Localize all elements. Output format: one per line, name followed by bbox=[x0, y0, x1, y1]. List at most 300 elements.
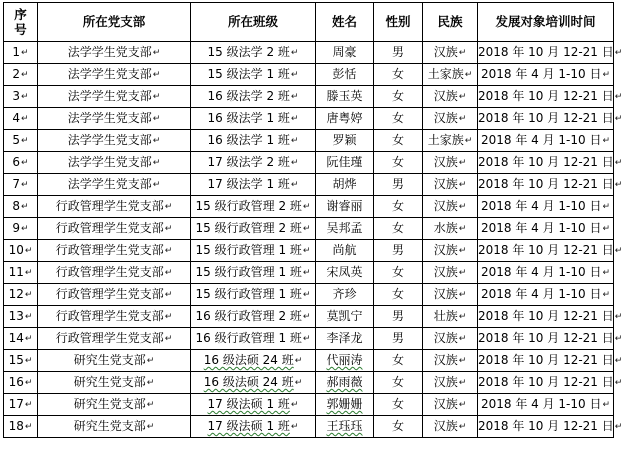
cell-end-mark: ↵ bbox=[146, 355, 155, 366]
cell-seq bbox=[4, 108, 38, 130]
table-row bbox=[4, 130, 614, 152]
cell-end-mark: ↵ bbox=[294, 377, 303, 388]
cell-end-mark: ↵ bbox=[302, 311, 311, 322]
cell-gender bbox=[374, 240, 423, 262]
cell-end-mark: ↵ bbox=[164, 267, 173, 278]
cell-end-mark: ↵ bbox=[21, 69, 29, 80]
cell-name-text: 罗颖 bbox=[332, 132, 357, 147]
cell-name-text: 周豪 bbox=[332, 44, 357, 59]
header-seq bbox=[4, 3, 38, 42]
cell-seq bbox=[4, 328, 38, 350]
cell-end-mark: ↵ bbox=[458, 157, 467, 168]
cell-end-mark: ↵ bbox=[24, 377, 33, 388]
cell-gender bbox=[374, 394, 423, 416]
cell-class bbox=[191, 42, 316, 64]
cell-gender bbox=[374, 262, 423, 284]
cell-name-text: 尚航 bbox=[332, 242, 357, 257]
table-row bbox=[4, 262, 614, 284]
cell-class bbox=[191, 240, 316, 262]
cell-end-mark: ↵ bbox=[614, 245, 622, 256]
cell-end-mark: ↵ bbox=[602, 289, 611, 300]
cell-gender-text: 女 bbox=[391, 264, 404, 279]
cell-gender bbox=[374, 328, 423, 350]
cell-ethnicity-text: 汉族 bbox=[433, 264, 458, 279]
cell-gender-text: 男 bbox=[391, 242, 404, 257]
cell-end-mark: ↵ bbox=[164, 245, 173, 256]
cell-class bbox=[191, 196, 316, 218]
cell-ethnicity-text: 汉族 bbox=[433, 110, 458, 125]
cell-ethnicity-text: 汉族 bbox=[433, 286, 458, 301]
cell-training-time-text: 2018 年 10 月 12-21 日 bbox=[478, 242, 614, 257]
cell-branch-text: 法学学生党支部 bbox=[67, 88, 152, 103]
cell-gender-text: 女 bbox=[391, 110, 404, 125]
cell-training-time bbox=[478, 108, 622, 130]
cell-class-text: 16 级行政管理 1 班 bbox=[195, 330, 302, 345]
cell-ethnicity-text: 水族 bbox=[433, 220, 458, 235]
cell-training-time-text: 2018 年 10 月 12-21 日 bbox=[478, 44, 614, 59]
cell-branch-text: 法学学生党支部 bbox=[67, 44, 152, 59]
cell-branch-text: 行政管理学生党支部 bbox=[55, 330, 164, 345]
cell-gender bbox=[374, 350, 423, 372]
cell-name-text: 郝雨薇 bbox=[326, 374, 363, 389]
cell-end-mark: ↵ bbox=[290, 135, 299, 146]
cell-end-mark: ↵ bbox=[602, 399, 611, 410]
cell-gender-text: 男 bbox=[391, 308, 404, 323]
cell-training-time bbox=[478, 64, 614, 86]
cell-ethnicity-text: 汉族 bbox=[433, 154, 458, 169]
cell-end-mark: ↵ bbox=[24, 333, 33, 344]
cell-class-text: 16 级法学 2 班 bbox=[207, 88, 290, 103]
cell-training-time-text: 2018 年 4 月 1-10 日 bbox=[480, 198, 602, 213]
cell-seq bbox=[4, 196, 38, 218]
cell-name-text: 彭恬 bbox=[332, 66, 357, 81]
cell-seq bbox=[4, 42, 38, 64]
table-row bbox=[4, 42, 614, 64]
cell-gender bbox=[374, 42, 423, 64]
cell-seq-text: 11 bbox=[8, 264, 24, 279]
cell-training-time bbox=[478, 86, 622, 108]
cell-branch-text: 行政管理学生党支部 bbox=[55, 242, 164, 257]
cell-gender bbox=[374, 108, 423, 130]
cell-name-text: 莫凯宁 bbox=[326, 308, 363, 323]
cell-training-time bbox=[478, 174, 622, 196]
cell-end-mark: ↵ bbox=[458, 355, 467, 366]
cell-gender bbox=[374, 152, 423, 174]
cell-gender-text: 女 bbox=[391, 132, 404, 147]
cell-class-text: 16 级法硕 24 班 bbox=[203, 352, 294, 367]
cell-end-mark: ↵ bbox=[21, 157, 29, 168]
cell-end-mark: ↵ bbox=[152, 91, 161, 102]
cell-end-mark: ↵ bbox=[290, 399, 299, 410]
cell-seq-text: 5 bbox=[12, 132, 21, 147]
cell-class-text: 15 级行政管理 2 班 bbox=[195, 198, 302, 213]
cell-seq bbox=[4, 240, 38, 262]
cell-ethnicity bbox=[423, 394, 478, 416]
cell-end-mark: ↵ bbox=[24, 289, 33, 300]
cell-end-mark: ↵ bbox=[164, 289, 173, 300]
cell-end-mark: ↵ bbox=[24, 355, 33, 366]
cell-end-mark: ↵ bbox=[152, 69, 161, 80]
cell-branch bbox=[38, 174, 191, 196]
cell-training-time-text: 2018 年 10 月 12-21 日 bbox=[478, 374, 614, 389]
cell-ethnicity bbox=[423, 284, 478, 306]
cell-training-time bbox=[478, 306, 622, 328]
cell-ethnicity bbox=[423, 416, 478, 438]
header-ethnicity: 民族 bbox=[423, 3, 478, 42]
cell-training-time bbox=[478, 240, 622, 262]
cell-end-mark: ↵ bbox=[602, 69, 611, 80]
cell-end-mark: ↵ bbox=[614, 355, 622, 366]
header-seq-line2: 号 bbox=[14, 22, 27, 37]
cell-end-mark: ↵ bbox=[302, 267, 311, 278]
cell-name bbox=[316, 372, 374, 394]
cell-end-mark: ↵ bbox=[290, 421, 299, 432]
cell-seq-text: 7 bbox=[12, 176, 21, 191]
cell-branch-text: 行政管理学生党支部 bbox=[55, 264, 164, 279]
table-row bbox=[4, 328, 614, 350]
cell-seq bbox=[4, 152, 38, 174]
cell-end-mark: ↵ bbox=[290, 179, 299, 190]
cell-end-mark: ↵ bbox=[164, 201, 173, 212]
cell-end-mark: ↵ bbox=[602, 135, 611, 146]
cell-class-text: 15 级行政管理 1 班 bbox=[195, 264, 302, 279]
cell-seq bbox=[4, 372, 38, 394]
table-row bbox=[4, 86, 614, 108]
cell-training-time-text: 2018 年 4 月 1-10 日 bbox=[480, 132, 602, 147]
cell-end-mark: ↵ bbox=[24, 421, 33, 432]
cell-end-mark: ↵ bbox=[302, 223, 311, 234]
cell-end-mark: ↵ bbox=[458, 311, 467, 322]
cell-name-text: 谢睿丽 bbox=[326, 198, 363, 213]
table-row bbox=[4, 394, 614, 416]
cell-seq-text: 15 bbox=[8, 352, 24, 367]
cell-seq bbox=[4, 174, 38, 196]
cell-end-mark: ↵ bbox=[614, 91, 622, 102]
cell-class bbox=[191, 130, 316, 152]
cell-name-text: 阮佳瑾 bbox=[326, 154, 363, 169]
cell-end-mark: ↵ bbox=[164, 333, 173, 344]
cell-branch-text: 行政管理学生党支部 bbox=[55, 198, 164, 213]
cell-ethnicity bbox=[423, 328, 478, 350]
cell-end-mark: ↵ bbox=[458, 289, 467, 300]
cell-branch bbox=[38, 86, 191, 108]
cell-name bbox=[316, 86, 374, 108]
header-training-time: 发展对象培训时间 bbox=[478, 3, 614, 42]
cell-end-mark: ↵ bbox=[302, 201, 311, 212]
cell-end-mark: ↵ bbox=[464, 69, 473, 80]
cell-end-mark: ↵ bbox=[164, 311, 173, 322]
cell-class bbox=[191, 218, 316, 240]
cell-ethnicity-text: 壮族 bbox=[433, 308, 458, 323]
cell-end-mark: ↵ bbox=[21, 47, 29, 58]
cell-class bbox=[191, 262, 316, 284]
cell-ethnicity-text: 汉族 bbox=[433, 396, 458, 411]
development-candidates-table bbox=[3, 2, 622, 438]
cell-branch bbox=[38, 240, 191, 262]
header-seq-line1: 序 bbox=[14, 7, 27, 22]
cell-seq-text: 6 bbox=[12, 154, 21, 169]
cell-name-text: 唐粤婷 bbox=[326, 110, 363, 125]
cell-name bbox=[316, 42, 374, 64]
cell-name bbox=[316, 152, 374, 174]
cell-name bbox=[316, 64, 374, 86]
cell-training-time bbox=[478, 196, 614, 218]
cell-gender bbox=[374, 284, 423, 306]
cell-seq bbox=[4, 306, 38, 328]
cell-name-text: 齐珍 bbox=[332, 286, 357, 301]
cell-gender-text: 男 bbox=[391, 44, 404, 59]
cell-training-time bbox=[478, 218, 614, 240]
cell-ethnicity bbox=[423, 130, 478, 152]
cell-class bbox=[191, 328, 316, 350]
cell-branch bbox=[38, 152, 191, 174]
cell-training-time-text: 2018 年 4 月 1-10 日 bbox=[480, 66, 602, 81]
cell-gender-text: 女 bbox=[391, 198, 404, 213]
cell-end-mark: ↵ bbox=[24, 399, 33, 410]
cell-end-mark: ↵ bbox=[614, 333, 622, 344]
cell-gender bbox=[374, 174, 423, 196]
cell-class-text: 15 级行政管理 1 班 bbox=[195, 286, 302, 301]
cell-branch-text: 研究生党支部 bbox=[73, 352, 146, 367]
cell-seq-text: 1 bbox=[12, 44, 21, 59]
cell-seq-text: 17 bbox=[8, 396, 24, 411]
cell-gender-text: 女 bbox=[391, 220, 404, 235]
cell-branch bbox=[38, 350, 191, 372]
cell-ethnicity-text: 汉族 bbox=[433, 330, 458, 345]
cell-name bbox=[316, 108, 374, 130]
cell-ethnicity-text: 汉族 bbox=[433, 88, 458, 103]
cell-training-time-text: 2018 年 4 月 1-10 日 bbox=[480, 286, 602, 301]
cell-gender-text: 女 bbox=[391, 352, 404, 367]
cell-training-time-text: 2018 年 10 月 12-21 日 bbox=[478, 418, 614, 433]
cell-seq bbox=[4, 86, 38, 108]
cell-branch bbox=[38, 108, 191, 130]
table-row bbox=[4, 240, 614, 262]
cell-gender-text: 女 bbox=[391, 286, 404, 301]
cell-gender bbox=[374, 86, 423, 108]
cell-training-time-text: 2018 年 10 月 12-21 日 bbox=[478, 176, 614, 191]
cell-ethnicity-text: 汉族 bbox=[433, 44, 458, 59]
cell-seq-text: 3 bbox=[12, 88, 21, 103]
cell-end-mark: ↵ bbox=[458, 421, 467, 432]
cell-branch bbox=[38, 262, 191, 284]
cell-ethnicity bbox=[423, 196, 478, 218]
cell-training-time bbox=[478, 262, 614, 284]
cell-training-time-text: 2018 年 10 月 12-21 日 bbox=[478, 110, 614, 125]
cell-class bbox=[191, 152, 316, 174]
cell-end-mark: ↵ bbox=[21, 91, 29, 102]
cell-branch bbox=[38, 42, 191, 64]
cell-branch bbox=[38, 64, 191, 86]
cell-gender bbox=[374, 416, 423, 438]
cell-end-mark: ↵ bbox=[24, 311, 33, 322]
cell-gender bbox=[374, 196, 423, 218]
cell-training-time bbox=[478, 416, 622, 438]
cell-branch bbox=[38, 284, 191, 306]
cell-end-mark: ↵ bbox=[290, 69, 299, 80]
cell-end-mark: ↵ bbox=[458, 267, 467, 278]
cell-end-mark: ↵ bbox=[152, 135, 161, 146]
cell-seq-text: 2 bbox=[12, 66, 21, 81]
cell-name bbox=[316, 284, 374, 306]
cell-end-mark: ↵ bbox=[458, 399, 467, 410]
cell-class-text: 15 级行政管理 2 班 bbox=[195, 220, 302, 235]
cell-training-time-text: 2018 年 10 月 12-21 日 bbox=[478, 308, 614, 323]
table-body bbox=[4, 42, 622, 438]
cell-name bbox=[316, 174, 374, 196]
cell-class-text: 15 级法学 1 班 bbox=[207, 66, 290, 81]
cell-gender bbox=[374, 64, 423, 86]
cell-name-text: 滕玉英 bbox=[326, 88, 363, 103]
cell-branch-text: 研究生党支部 bbox=[73, 418, 146, 433]
cell-end-mark: ↵ bbox=[290, 47, 299, 58]
cell-training-time-text: 2018 年 4 月 1-10 日 bbox=[480, 220, 602, 235]
cell-branch-text: 法学学生党支部 bbox=[67, 132, 152, 147]
cell-name-text: 郭姗姗 bbox=[326, 396, 363, 411]
cell-end-mark: ↵ bbox=[614, 311, 622, 322]
header-class: 所在班级 bbox=[191, 3, 316, 42]
cell-seq-text: 14 bbox=[8, 330, 24, 345]
cell-branch bbox=[38, 196, 191, 218]
cell-ethnicity-text: 汉族 bbox=[433, 352, 458, 367]
cell-name bbox=[316, 350, 374, 372]
cell-gender-text: 男 bbox=[391, 176, 404, 191]
cell-seq bbox=[4, 218, 38, 240]
table-row bbox=[4, 416, 614, 438]
cell-gender-text: 女 bbox=[391, 396, 404, 411]
cell-end-mark: ↵ bbox=[24, 267, 33, 278]
cell-end-mark: ↵ bbox=[458, 201, 467, 212]
cell-class bbox=[191, 64, 316, 86]
cell-end-mark: ↵ bbox=[21, 135, 29, 146]
cell-end-mark: ↵ bbox=[458, 223, 467, 234]
cell-training-time-text: 2018 年 10 月 12-21 日 bbox=[478, 154, 614, 169]
cell-branch bbox=[38, 130, 191, 152]
cell-end-mark: ↵ bbox=[146, 421, 155, 432]
cell-end-mark: ↵ bbox=[602, 201, 611, 212]
cell-class bbox=[191, 416, 316, 438]
cell-name bbox=[316, 306, 374, 328]
cell-end-mark: ↵ bbox=[146, 377, 155, 388]
cell-gender-text: 女 bbox=[391, 88, 404, 103]
cell-branch-text: 行政管理学生党支部 bbox=[55, 220, 164, 235]
cell-ethnicity-text: 汉族 bbox=[433, 176, 458, 191]
cell-gender bbox=[374, 130, 423, 152]
cell-class-text: 16 级法学 1 班 bbox=[207, 132, 290, 147]
cell-class bbox=[191, 306, 316, 328]
cell-training-time-text: 2018 年 10 月 12-21 日 bbox=[478, 352, 614, 367]
cell-end-mark: ↵ bbox=[458, 245, 467, 256]
cell-ethnicity bbox=[423, 350, 478, 372]
cell-seq bbox=[4, 284, 38, 306]
cell-class bbox=[191, 350, 316, 372]
cell-seq-text: 13 bbox=[8, 308, 24, 323]
cell-ethnicity bbox=[423, 86, 478, 108]
cell-end-mark: ↵ bbox=[614, 157, 622, 168]
cell-end-mark: ↵ bbox=[458, 113, 467, 124]
cell-training-time-text: 2018 年 10 月 12-21 日 bbox=[478, 330, 614, 345]
table-row bbox=[4, 196, 614, 218]
cell-training-time-text: 2018 年 10 月 12-21 日 bbox=[478, 88, 614, 103]
cell-training-time-text: 2018 年 4 月 1-10 日 bbox=[480, 396, 602, 411]
cell-gender-text: 女 bbox=[391, 154, 404, 169]
table-row bbox=[4, 64, 614, 86]
cell-end-mark: ↵ bbox=[152, 113, 161, 124]
cell-class bbox=[191, 372, 316, 394]
cell-seq-text: 10 bbox=[8, 242, 24, 257]
cell-branch bbox=[38, 372, 191, 394]
header-row bbox=[4, 3, 614, 42]
cell-name bbox=[316, 394, 374, 416]
cell-ethnicity bbox=[423, 64, 478, 86]
cell-branch-text: 行政管理学生党支部 bbox=[55, 308, 164, 323]
cell-end-mark: ↵ bbox=[146, 399, 155, 410]
cell-end-mark: ↵ bbox=[614, 421, 622, 432]
cell-gender bbox=[374, 306, 423, 328]
cell-ethnicity bbox=[423, 152, 478, 174]
cell-end-mark: ↵ bbox=[302, 289, 311, 300]
cell-class-text: 16 级法硕 24 班 bbox=[203, 374, 294, 389]
cell-ethnicity bbox=[423, 218, 478, 240]
cell-branch-text: 法学学生党支部 bbox=[67, 66, 152, 81]
cell-training-time bbox=[478, 130, 614, 152]
cell-end-mark: ↵ bbox=[21, 113, 29, 124]
cell-seq bbox=[4, 394, 38, 416]
table-row bbox=[4, 284, 614, 306]
cell-name-text: 王珏珏 bbox=[326, 418, 363, 433]
cell-ethnicity bbox=[423, 108, 478, 130]
cell-gender bbox=[374, 218, 423, 240]
cell-seq-text: 9 bbox=[12, 220, 21, 235]
table-row bbox=[4, 218, 614, 240]
cell-ethnicity-text: 土家族 bbox=[427, 132, 464, 147]
cell-end-mark: ↵ bbox=[614, 377, 622, 388]
cell-branch bbox=[38, 218, 191, 240]
cell-end-mark: ↵ bbox=[458, 179, 467, 190]
cell-gender bbox=[374, 372, 423, 394]
cell-end-mark: ↵ bbox=[290, 113, 299, 124]
table-row bbox=[4, 372, 614, 394]
cell-end-mark: ↵ bbox=[602, 223, 611, 234]
table-row bbox=[4, 174, 614, 196]
cell-end-mark: ↵ bbox=[458, 333, 467, 344]
cell-class-text: 16 级行政管理 2 班 bbox=[195, 308, 302, 323]
table-row bbox=[4, 306, 614, 328]
cell-seq-text: 16 bbox=[8, 374, 24, 389]
cell-training-time bbox=[478, 328, 622, 350]
cell-ethnicity bbox=[423, 240, 478, 262]
cell-gender-text: 男 bbox=[391, 330, 404, 345]
cell-end-mark: ↵ bbox=[164, 223, 173, 234]
cell-class bbox=[191, 284, 316, 306]
cell-branch-text: 法学学生党支部 bbox=[67, 154, 152, 169]
cell-end-mark: ↵ bbox=[152, 47, 161, 58]
table-row bbox=[4, 108, 614, 130]
cell-training-time-text: 2018 年 4 月 1-10 日 bbox=[480, 264, 602, 279]
cell-name bbox=[316, 262, 374, 284]
cell-seq-text: 8 bbox=[12, 198, 21, 213]
cell-branch-text: 研究生党支部 bbox=[73, 374, 146, 389]
cell-end-mark: ↵ bbox=[24, 245, 33, 256]
cell-end-mark: ↵ bbox=[302, 333, 311, 344]
cell-training-time bbox=[478, 284, 614, 306]
cell-training-time bbox=[478, 394, 614, 416]
cell-name-text: 代丽涛 bbox=[326, 352, 363, 367]
cell-training-time bbox=[478, 350, 622, 372]
cell-seq bbox=[4, 350, 38, 372]
cell-branch bbox=[38, 416, 191, 438]
cell-ethnicity bbox=[423, 262, 478, 284]
